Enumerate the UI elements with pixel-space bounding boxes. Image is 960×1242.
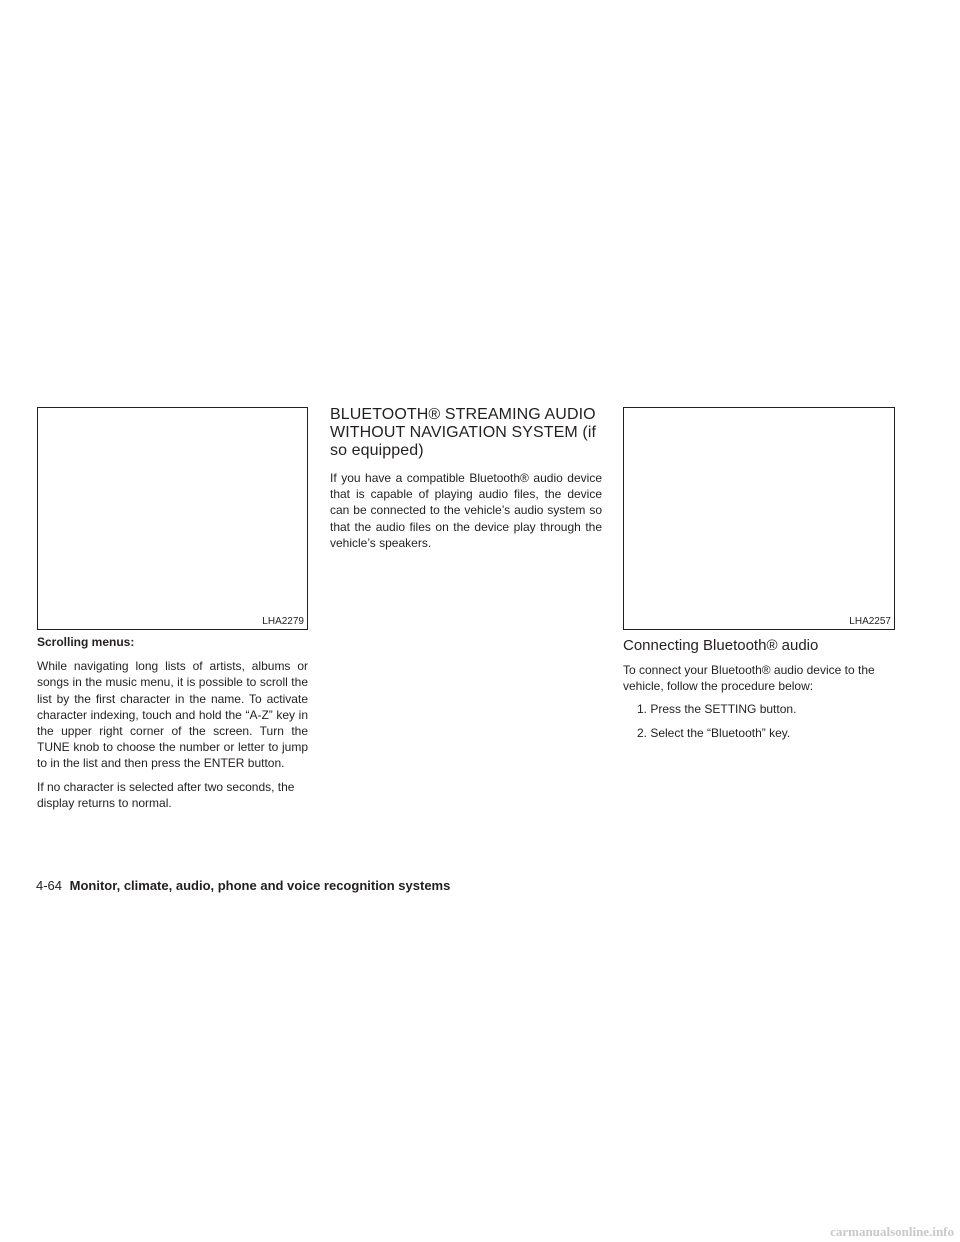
list-item: 2. Select the “Bluetooth” key.: [637, 725, 791, 740]
connecting-bluetooth-heading: Connecting Bluetooth® audio: [623, 637, 819, 654]
figure-code: LHA2279: [262, 616, 304, 627]
right-column-text: [623, 662, 895, 748]
page-number: 4-64: [36, 878, 63, 893]
paragraph: To connect your Bluetooth® audio device to the vehicle, follow the procedure below:: [623, 663, 875, 694]
section-heading: [330, 406, 610, 460]
middle-column-text: [330, 470, 602, 558]
paragraph: If no character is selected after two seconds, the display returns to normal.: [37, 779, 295, 810]
left-column-text: [37, 634, 308, 818]
heading-line: so equipped): [330, 442, 424, 459]
list-item: 1. Press the SETTING button.: [637, 702, 797, 717]
figure-lha2279: [37, 407, 308, 630]
paragraph: While navigating long lists of artists, albums or songs in the music menu, it is possible to scroll the list by the first character in the name. To activate character indexing, touch and hold the “A-Z” key in the upper right corner of the screen. Turn the TUNE knob to choose the number or letter to jump to in the list and then press the ENTER button.: [37, 659, 308, 771]
procedure-steps: [623, 701, 895, 740]
figure-lha2257: [623, 407, 895, 630]
watermark: carmanualsonline.info: [830, 1224, 954, 1239]
paragraph: If you have a compatible Bluetooth® audio device that is capable of playing audio files, the device can be connected to the vehicle’s audio system so that the audio files on the device play through the vehicle’s speakers.: [330, 471, 602, 550]
heading-line: WITHOUT NAVIGATION SYSTEM (if: [330, 424, 597, 441]
chapter-title: Monitor, climate, audio, phone and voice recognition systems: [69, 878, 451, 893]
scrolling-menus-subheading: Scrolling menus:: [37, 635, 135, 649]
page-footer: [36, 878, 450, 894]
figure-code: LHA2257: [849, 616, 891, 627]
heading-line: BLUETOOTH® STREAMING AUDIO: [330, 406, 596, 423]
